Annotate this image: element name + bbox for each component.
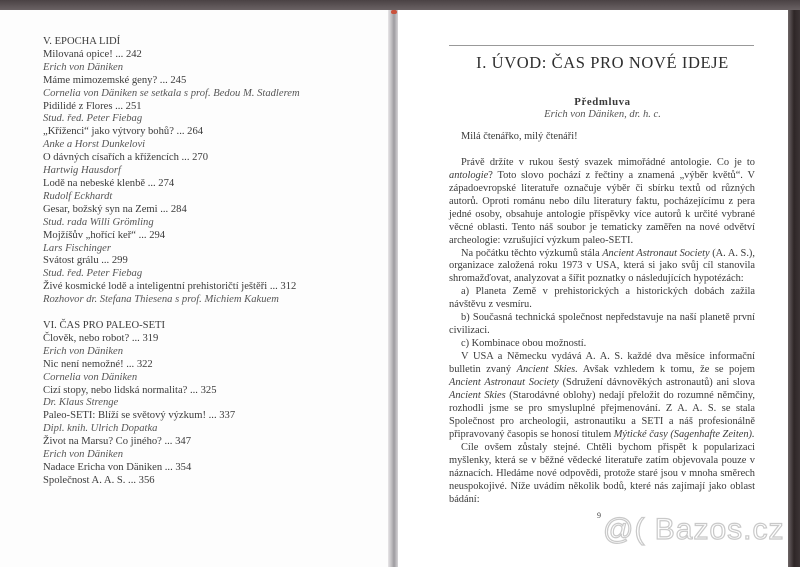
body-paragraph: Právě držíte v rukou šestý svazek mimořádné antologie. Co je to antologie? Toto slovo pochází z řečtiny a znamená „výběr květů“. V západoevropské literatuře označuje výběr či sbírku textů od různých autorů. Oproti románu nebo dílu literatury faktu, pocházejícímu z pera jedné osoby, obsahuje antologie příspěvky více autorů k určité vybrané věcné oblasti. Tento náš soubor je tematicky zaměřen na nové odvětví archeologie: vzrušující výzkum paleo-SETI.: [449, 156, 755, 246]
body-paragraph: V USA a Německu vydává A. A. S. každé dva měsíce informační bulletin zvaný Ancient Skies. Avšak vzhledem k tomu, že se pojem Ancient Astronaut Society (Sdružení dávnověkých astronautů) ani slova Ancient Skies (Starodávné oblohy) nedají přeložit do rozumné němčiny, rozhodli jsme se pro smysluplné přejmenování. Z A. A. S. se stala Společnost pro archeologii, astronautiku a SETI a náš profesionálně připravovaný časopis se honosí titulem Mýtické časy (Sagenhafte Zeiten).: [449, 351, 755, 440]
toc-entry-title: Nic není nemožné! ... 322: [43, 358, 153, 370]
toc-entry-title: Cizí stopy, nebo lidská normalita? ... 325: [43, 384, 217, 396]
toc-section-heading: V. EPOCHA LIDÍ: [43, 36, 121, 47]
toc-entry-title: Paleo-SETI: Blíží se světový výzkum! ... 337: [43, 410, 236, 422]
body-paragraph: a) Planeta Země v prehistorických a historických dobách zažila návštěvu z vesmíru.: [449, 286, 755, 311]
chapter-title: I. ÚVOD: ČAS PRO NOVÉ IDEJE: [476, 53, 729, 72]
body-paragraph: b) Současná technická společnost nepředstavuje na naší planetě první civilizaci.: [449, 312, 755, 337]
toc-entry-author: Dipl. knih. Ulrich Dopatka: [43, 423, 158, 435]
toc-entry-title: O dávných císařích a křížencích ... 270: [43, 152, 209, 164]
toc-entry-author: Anke a Horst Dunkelovi: [43, 139, 146, 151]
toc-entry-author: Stud. řed. Peter Fiebag: [43, 113, 143, 125]
toc-entry-author: Cornelia von Däniken se setkala s prof. Bedou M. Stadlerem: [43, 87, 300, 99]
toc-entry-title: Milovaná opice! ... 242: [43, 48, 142, 60]
body-paragraph: Na počátku těchto výzkumů stála Ancient Astronaut Society (A. A. S.), organizace založená roku 1973 v USA, která si jako svůj cíl stanovila shromažďovat, analyzovat a šířit poznatky o následujících hypotézách:: [449, 247, 755, 285]
table-of-contents: [43, 36, 383, 488]
toc-entry-title: Pidilidé z Flores ... 251: [43, 100, 142, 112]
toc-entry-title: Máme mimozemské geny? ... 245: [43, 74, 187, 86]
toc-entry-author: Erich von Däniken: [43, 449, 124, 461]
toc-entry-author: Erich von Däniken: [43, 61, 124, 73]
toc-entry-author: Stud. rada Willi Grömling: [43, 216, 154, 228]
toc-entry-title: „Kříženci“ jako výtvory bohů? ... 264: [43, 126, 204, 138]
toc-entry-author: Dr. Klaus Strenge: [43, 397, 119, 409]
salutation: Milá čtenářko, milý čtenáři!: [461, 131, 578, 142]
bookmark-ribbon: [391, 10, 397, 14]
preface-author: Erich von Däniken, dr. h. c.: [544, 109, 661, 120]
toc-section-heading: VI. ČAS PRO PALEO-SETI: [43, 320, 166, 332]
toc-entry-author: Rudolf Eckhardt: [43, 190, 113, 202]
body-paragraph: c) Kombinace obou možností.: [461, 338, 587, 350]
toc-entry-author: Rozhovor dr. Stefana Thiesena s prof. Michiem Kakuem: [43, 294, 279, 306]
toc-entry-title: Živé kosmické lodě a inteligentní prehistoričtí ještěři ... 312: [43, 281, 297, 293]
toc-entry-title: Člověk, nebo robot? ... 319: [43, 332, 159, 344]
toc-entry-title: Svátost grálu ... 299: [43, 255, 128, 267]
toc-entry-title: Společnost A. A. S. ... 356: [43, 474, 155, 486]
page-number: 9: [597, 511, 601, 520]
toc-entry-author: Cornelia von Däniken: [43, 371, 138, 383]
preface-body: [449, 131, 755, 507]
toc-entry-title: Gesar, božský syn na Zemi ... 284: [43, 203, 187, 215]
watermark-logo: @( Bazos.cz: [603, 513, 785, 546]
toc-entry-author: Lars Fischinger: [43, 242, 111, 254]
toc-entry-title: Život na Marsu? Co jiného? ... 347: [43, 436, 191, 448]
book-cover-edge: [788, 10, 800, 567]
toc-entry-title: Lodě na nebeské klenbě ... 274: [43, 177, 175, 189]
toc-entry-author: Hartwig Hausdorf: [43, 165, 121, 177]
preface-title: Předmluva: [574, 96, 631, 108]
header-rule: [449, 45, 754, 46]
toc-entry-title: Nadace Ericha von Däniken ... 354: [43, 462, 192, 473]
book-gutter: [388, 10, 398, 567]
toc-entry-author: Stud. řed. Peter Fiebag: [43, 268, 143, 280]
book-top-edge: [0, 0, 800, 10]
toc-entry-author: Erich von Däniken: [43, 345, 124, 357]
toc-entry-title: Mojžíšův „hořící keř“ ... 294: [43, 229, 166, 241]
body-paragraph: Cíle ovšem zůstaly stejné. Chtěli bychom přispět k popularizaci myšlenky, která se v běžné vědecké literatuře zatím objevovala pouze v náznacích. Hledáme nové odpovědi, protože staré jsou v mnoha směrech neuspokojivé. Níže uvádím několik bodů, které nás zajímají jako oblast bádání:: [449, 441, 755, 505]
